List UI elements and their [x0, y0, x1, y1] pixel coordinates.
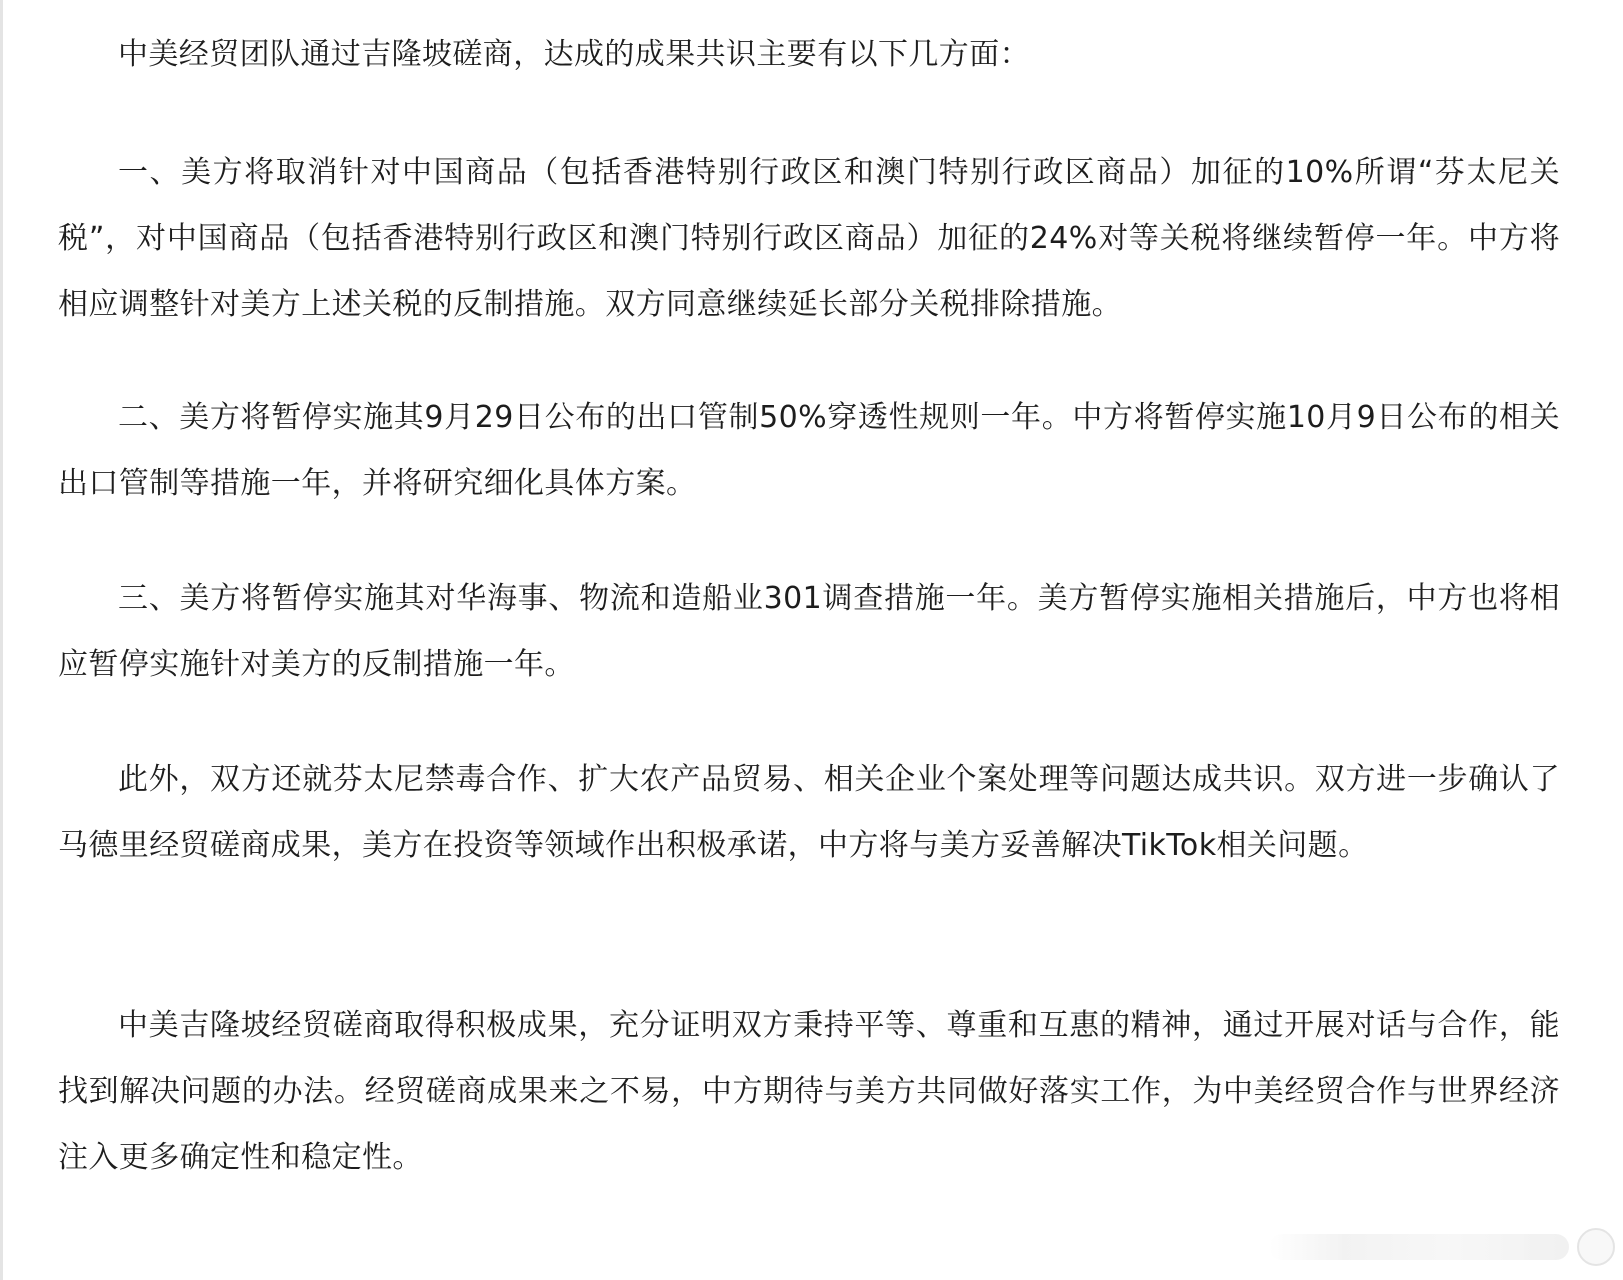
- watermark-logo-icon: [1577, 1228, 1615, 1266]
- paragraph-item-three: 三、美方将暂停实施其对华海事、物流和造船业301调查措施一年。美方暂停实施相关措施后，中方也将相应暂停实施针对美方的反制措施一年。: [58, 581, 1560, 682]
- paragraph-conclusion: 中美吉隆坡经贸磋商取得积极成果，充分证明双方秉持平等、尊重和互惠的精神，通过开展对话与合作，能找到解决问题的办法。经贸磋商成果来之不易，中方期待与美方共同做好落实工作，为中美经贸合作与世界经济注入更多确定性和稳定性。: [58, 1008, 1560, 1175]
- page-edge-divider: [0, 0, 3, 1280]
- paragraph-item-one: 一、美方将取消针对中国商品（包括香港特别行政区和澳门特别行政区商品）加征的10%所谓“芬太尼关税”，对中国商品（包括香港特别行政区和澳门特别行政区商品）加征的24%对等关税将继续暂停一年。中方将相应调整针对美方上述关税的反制措施。双方同意继续延长部分关税排除措施。: [58, 155, 1560, 322]
- paragraph-item-two: 二、美方将暂停实施其9月29日公布的出口管制50%穿透性规则一年。中方将暂停实施10月9日公布的相关出口管制等措施一年，并将研究细化具体方案。: [58, 400, 1560, 501]
- watermark-bar: [1269, 1234, 1569, 1260]
- paragraph-intro: 中美经贸团队通过吉隆坡磋商，达成的成果共识主要有以下几方面：: [118, 37, 1030, 72]
- watermark: [1269, 1228, 1615, 1266]
- paragraph-additional-consensus: 此外，双方还就芬太尼禁毒合作、扩大农产品贸易、相关企业个案处理等问题达成共识。双方进一步确认了马德里经贸磋商成果，美方在投资等领域作出积极承诺，中方将与美方妥善解决TikTok相关问题。: [58, 762, 1560, 863]
